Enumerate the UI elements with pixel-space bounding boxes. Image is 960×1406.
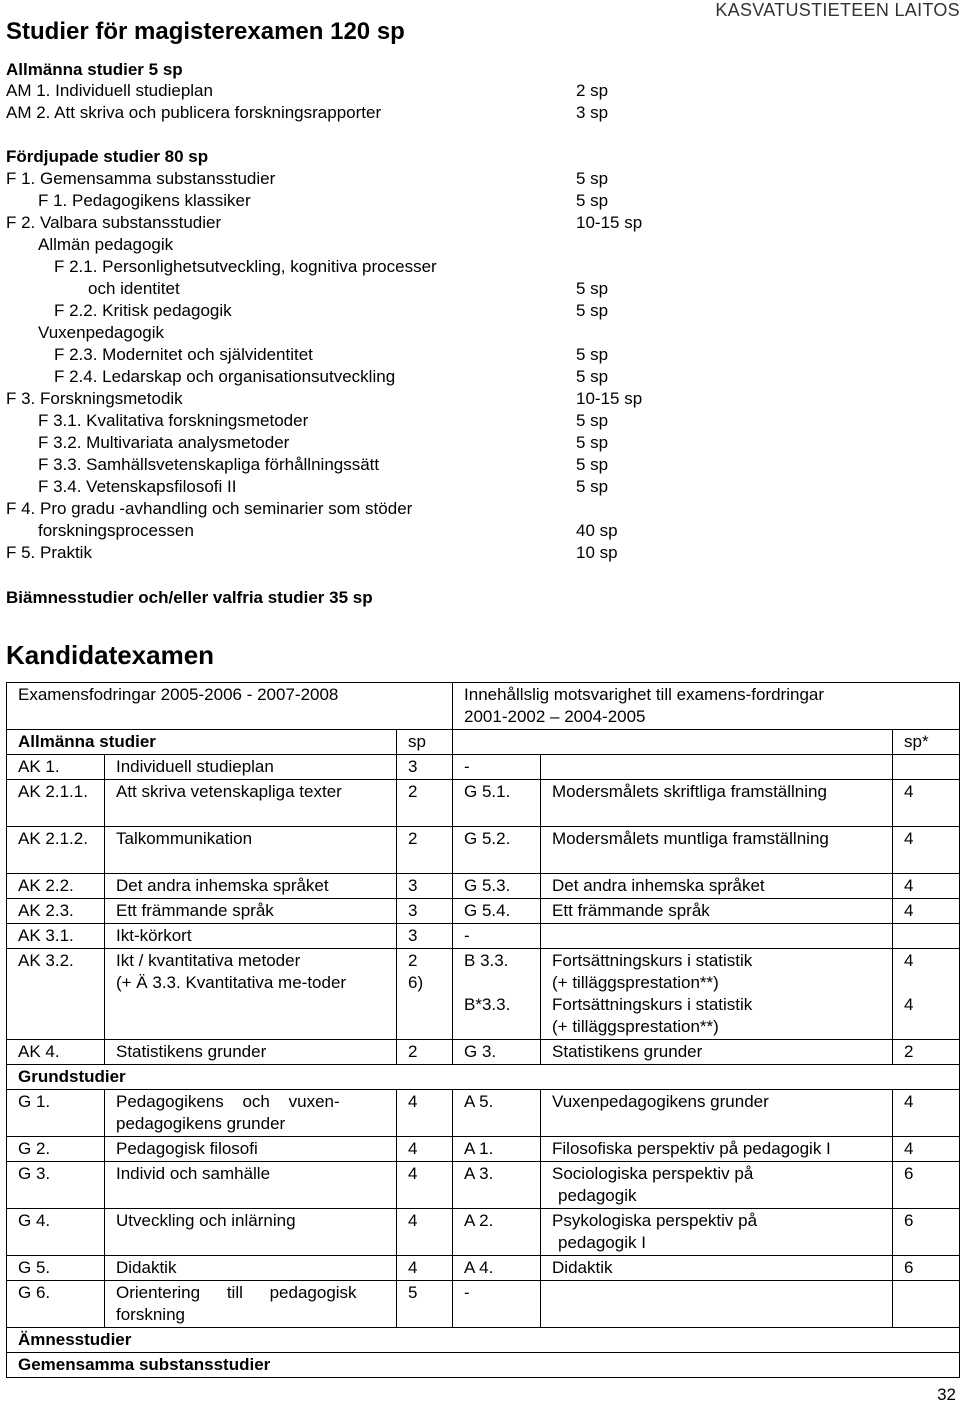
list-item-sp: 5 sp xyxy=(576,301,609,320)
list-item-label: F 3. Forskningsmetodik xyxy=(6,389,183,408)
course-name xyxy=(105,949,397,1040)
course-name: Didaktik xyxy=(105,1256,397,1281)
course-sp xyxy=(397,949,453,1040)
old-sp xyxy=(893,949,960,1040)
table-row xyxy=(7,1209,960,1256)
old-name: Statistikens grunder xyxy=(541,1040,893,1065)
old-sp xyxy=(893,1281,960,1328)
list-item-sp: 2 sp xyxy=(576,81,609,100)
course-sp: 3 xyxy=(397,755,453,780)
old-sp: 4 xyxy=(893,780,960,827)
old-code: G 5.2. xyxy=(453,827,541,874)
course-code: AK 2.2. xyxy=(7,874,105,899)
list-item-sp: 10 sp xyxy=(576,543,618,562)
table-row xyxy=(7,1281,960,1328)
course-code: AK 2.3. xyxy=(7,899,105,924)
gemensamma-label: Gemensamma substansstudier xyxy=(7,1353,960,1378)
table-row xyxy=(7,874,960,899)
old-sp: 4 xyxy=(893,1090,960,1137)
course-code: AK 1. xyxy=(7,755,105,780)
course-name: Statistikens grunder xyxy=(105,1040,397,1065)
table-row xyxy=(7,1256,960,1281)
old-name xyxy=(541,1162,893,1209)
course-name: Ett främmande språk xyxy=(105,899,397,924)
table-row xyxy=(7,1090,960,1137)
old-code: A 4. xyxy=(453,1256,541,1281)
course-name: Att skriva vetenskapliga texter xyxy=(105,780,397,827)
old-sp-line1: 4 xyxy=(904,951,914,970)
list-item-label: F 2.3. Modernitet och självidentitet xyxy=(54,345,313,364)
list-item-sp: 5 sp xyxy=(576,345,609,364)
section-heading-biamnes: Biämnesstudier och/eller valfria studier 35 sp xyxy=(6,588,373,607)
table-row xyxy=(7,949,960,1040)
old-code-line1: B 3.3. xyxy=(464,951,509,970)
list-item-label: och identitet xyxy=(88,279,180,298)
course-sp-line1: 2 xyxy=(408,951,418,970)
course-name xyxy=(105,1281,397,1328)
list-item-sp: 5 sp xyxy=(576,367,609,386)
course-name: Ikt-körkort xyxy=(105,924,397,949)
course-sp: 4 xyxy=(397,1137,453,1162)
old-sp-line2: 4 xyxy=(904,995,914,1014)
old-code: A 2. xyxy=(453,1209,541,1256)
course-code: AK 4. xyxy=(7,1040,105,1065)
course-name: Individ och samhälle xyxy=(105,1162,397,1209)
old-code: A 3. xyxy=(453,1162,541,1209)
table-row xyxy=(7,780,960,827)
course-sp: 4 xyxy=(397,1209,453,1256)
list-item-label: AM 1. Individuell studieplan xyxy=(6,81,213,100)
old-code: - xyxy=(453,1281,541,1328)
old-code: G 5.1. xyxy=(453,780,541,827)
old-sp: 2 xyxy=(893,1040,960,1065)
list-item-label: F 3.4. Vetenskapsfilosofi II xyxy=(38,477,237,496)
old-name-line2: (+ tilläggsprestation**) xyxy=(552,973,719,992)
course-code: G 6. xyxy=(7,1281,105,1328)
course-name: Utveckling och inlärning xyxy=(105,1209,397,1256)
old-name-line2: pedagogik I xyxy=(558,1233,646,1252)
course-name xyxy=(105,1090,397,1137)
old-code: G 3. xyxy=(453,1040,541,1065)
old-name-line2: pedagogik xyxy=(558,1186,637,1205)
list-item-sp: 3 sp xyxy=(576,103,609,122)
course-sp: 4 xyxy=(397,1162,453,1209)
course-sp: 3 xyxy=(397,874,453,899)
amnes-label: Ämnesstudier xyxy=(7,1328,960,1353)
old-name-line1: Fortsättningskurs i statistik xyxy=(552,951,753,970)
list-item-label: F 1. Pedagogikens klassiker xyxy=(38,191,251,210)
header-right-line1: Innehållslig motsvarighet till examens-fordringar xyxy=(464,685,825,704)
old-name xyxy=(541,949,893,1040)
old-code: - xyxy=(453,924,541,949)
header-right xyxy=(453,683,960,730)
course-sp: 3 xyxy=(397,899,453,924)
page-title: Studier för magisterexamen 120 sp xyxy=(6,18,405,45)
old-name: Ett främmande språk xyxy=(541,899,893,924)
course-code: G 5. xyxy=(7,1256,105,1281)
course-name-line1: Ikt / kvantitativa metoder xyxy=(116,951,301,970)
course-sp: 2 xyxy=(397,827,453,874)
old-code: G 5.3. xyxy=(453,874,541,899)
old-name-line1: Sociologiska perspektiv på xyxy=(552,1164,754,1183)
old-sp: 4 xyxy=(893,1137,960,1162)
table-row xyxy=(7,924,960,949)
list-item-label: AM 2. Att skriva och publicera forskningsrapporter xyxy=(6,103,382,122)
old-sp: 4 xyxy=(893,874,960,899)
old-sp: 4 xyxy=(893,827,960,874)
old-name-line4: (+ tilläggsprestation**) xyxy=(552,1017,719,1036)
list-item-label: F 2.1. Personlighetsutveckling, kognitiva processer xyxy=(54,257,437,276)
course-name: Talkommunikation xyxy=(105,827,397,874)
table-row xyxy=(7,1065,960,1090)
course-code: AK 3.2. xyxy=(7,949,105,1040)
course-code: AK 2.1.2. xyxy=(7,827,105,874)
old-code xyxy=(453,949,541,1040)
list-item-sp: 5 sp xyxy=(576,169,609,188)
old-name: Vuxenpedagogikens grunder xyxy=(541,1090,893,1137)
list-item-label: F 3.3. Samhällsvetenskapliga förhållningssätt xyxy=(38,455,380,474)
list-item-label: F 3.2. Multivariata analysmetoder xyxy=(38,433,290,452)
section-heading-allmanna: Allmänna studier 5 sp xyxy=(6,60,183,79)
course-name-line1: Pedagogikens och vuxen- xyxy=(116,1092,340,1111)
course-name: Pedagogisk filosofi xyxy=(105,1137,397,1162)
header-left: Examensfodringar 2005-2006 - 2007-2008 xyxy=(7,683,453,730)
table-row xyxy=(7,1328,960,1353)
course-code: AK 2.1.1. xyxy=(7,780,105,827)
old-sp xyxy=(893,755,960,780)
old-name-line3: Fortsättningskurs i statistik xyxy=(552,995,753,1014)
list-item-sp: 5 sp xyxy=(576,411,609,430)
course-code: G 3. xyxy=(7,1162,105,1209)
old-sp xyxy=(893,924,960,949)
old-name: Didaktik xyxy=(541,1256,893,1281)
list-item-label: F 1. Gemensamma substansstudier xyxy=(6,169,276,188)
table-row xyxy=(7,1353,960,1378)
old-sp: 6 xyxy=(893,1256,960,1281)
list-item-sp: 40 sp xyxy=(576,521,618,540)
list-item-label: F 4. Pro gradu -avhandling och seminarier som stöder xyxy=(6,499,413,518)
table-row xyxy=(7,827,960,874)
table-row xyxy=(7,899,960,924)
list-item-sp: 10-15 sp xyxy=(576,213,643,232)
course-code: G 2. xyxy=(7,1137,105,1162)
section-heading-fordjupade: Fördjupade studier 80 sp xyxy=(6,147,209,166)
table-row xyxy=(7,755,960,780)
course-name: Det andra inhemska språket xyxy=(105,874,397,899)
old-name xyxy=(541,924,893,949)
old-code: - xyxy=(453,755,541,780)
list-item-label: Allmän pedagogik xyxy=(38,235,174,254)
list-item-label: F 2.4. Ledarskap och organisationsutveckling xyxy=(54,367,396,386)
course-name-line2: (+ Ä 3.3. Kvantitativa me-toder xyxy=(116,973,347,992)
old-name-line1: Psykologiska perspektiv på xyxy=(552,1211,758,1230)
course-sp: 3 xyxy=(397,924,453,949)
allmanna-label: Allmänna studier xyxy=(7,730,397,755)
course-sp: 2 xyxy=(397,1040,453,1065)
course-code: G 1. xyxy=(7,1090,105,1137)
list-item-sp: 5 sp xyxy=(576,191,609,210)
course-name-line1: Orientering till pedagogisk xyxy=(116,1283,357,1302)
list-item-sp: 5 sp xyxy=(576,455,609,474)
course-sp: 4 xyxy=(397,1090,453,1137)
table-header-row xyxy=(7,683,960,730)
list-item-sp: 5 sp xyxy=(576,279,609,298)
list-item-label: F 3.1. Kvalitativa forskningsmetoder xyxy=(38,411,309,430)
course-name: Individuell studieplan xyxy=(105,755,397,780)
old-code: G 5.4. xyxy=(453,899,541,924)
course-sp: 4 xyxy=(397,1256,453,1281)
kandidat-table xyxy=(6,682,960,1378)
course-sp-line2: 6) xyxy=(408,973,424,992)
page-number: 32 xyxy=(937,1385,956,1404)
list-item-sp: 5 sp xyxy=(576,477,609,496)
list-item-sp: 10-15 sp xyxy=(576,389,643,408)
old-code-line2: B*3.3. xyxy=(464,995,511,1014)
old-code: A 5. xyxy=(453,1090,541,1137)
old-name: Modersmålets muntliga framställning xyxy=(541,827,893,874)
grund-label: Grundstudier xyxy=(7,1065,960,1090)
course-code: G 4. xyxy=(7,1209,105,1256)
old-sp: 6 xyxy=(893,1209,960,1256)
table-row xyxy=(7,1137,960,1162)
list-item-sp: 5 sp xyxy=(576,433,609,452)
old-code: A 1. xyxy=(453,1137,541,1162)
kandidat-title: Kandidatexamen xyxy=(6,640,215,670)
old-name xyxy=(541,1209,893,1256)
old-name: Modersmålets skriftliga framställning xyxy=(541,780,893,827)
header-right-line2: 2001-2002 – 2004-2005 xyxy=(464,707,646,726)
sp-label: sp xyxy=(397,730,453,755)
table-row xyxy=(7,730,960,755)
old-name: Filosofiska perspektiv på pedagogik I xyxy=(541,1137,893,1162)
course-sp: 5 xyxy=(397,1281,453,1328)
list-item-label: F 2.2. Kritisk pedagogik xyxy=(54,301,232,320)
list-item-label: Vuxenpedagogik xyxy=(38,323,165,342)
list-item-label: F 2. Valbara substansstudier xyxy=(6,213,222,232)
sp-star-label: sp* xyxy=(893,730,960,755)
institution-header: KASVATUSTIETEEN LAITOS xyxy=(715,0,960,20)
course-code: AK 3.1. xyxy=(7,924,105,949)
old-sp: 6 xyxy=(893,1162,960,1209)
table-row xyxy=(7,1040,960,1065)
old-name xyxy=(541,755,893,780)
list-item-label: F 5. Praktik xyxy=(6,543,92,562)
old-name: Det andra inhemska språket xyxy=(541,874,893,899)
table-row xyxy=(7,1162,960,1209)
course-sp: 2 xyxy=(397,780,453,827)
old-sp: 4 xyxy=(893,899,960,924)
course-name-line2: pedagogikens grunder xyxy=(116,1114,286,1133)
course-name-line2: forskning xyxy=(116,1305,185,1324)
old-name xyxy=(541,1281,893,1328)
list-item-label: forskningsprocessen xyxy=(38,521,194,540)
